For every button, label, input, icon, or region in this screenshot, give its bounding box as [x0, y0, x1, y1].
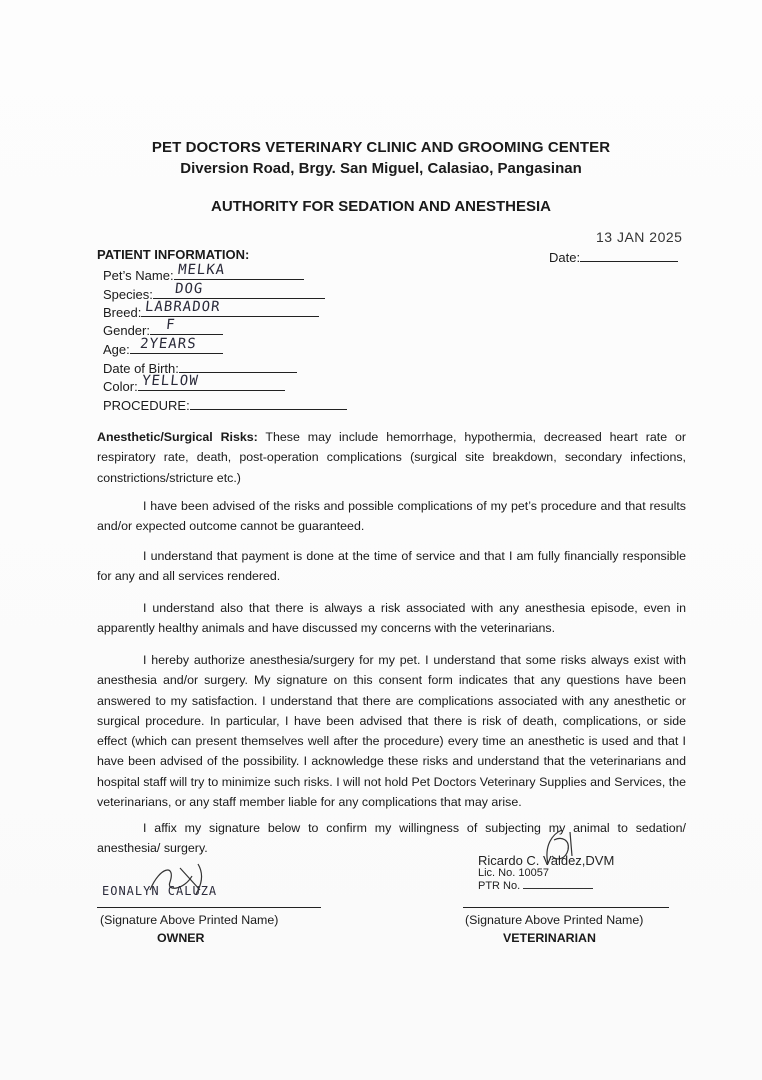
date-stamp: 13 JAN 2025	[596, 229, 683, 245]
date-line	[580, 247, 678, 262]
consent-paragraph-2: I understand that payment is done at the time of service and that I am fully financially responsible for any and all services rendered.	[97, 549, 686, 584]
pet-name-label: Pet’s Name:	[103, 268, 174, 283]
date-field	[549, 247, 678, 265]
color-field	[103, 373, 285, 394]
vet-ptr-label: PTR No.	[478, 880, 521, 892]
owner-printed-name: EONALYN CALUZA	[102, 884, 218, 898]
vet-ptr	[478, 879, 593, 892]
color-value: YELLOW	[140, 373, 200, 389]
age-field	[103, 336, 223, 357]
dob-field	[103, 358, 297, 376]
gender-label: Gender:	[103, 323, 150, 338]
vet-license: Lic. No. 10057	[478, 867, 549, 879]
clinic-name: PET DOCTORS VETERINARY CLINIC AND GROOMING CENTER	[151, 139, 611, 156]
vet-signature-line	[463, 907, 669, 908]
procedure-label: PROCEDURE:	[103, 398, 190, 413]
vet-ptr-line	[523, 879, 593, 889]
risks-paragraph	[97, 427, 686, 488]
risks-text: These may include hemorrhage, hypothermia, decreased heart rate or respiratory rate, death, post-operation complications (surgical site breakdown, secondary infections, constrictions/stricture etc.)	[97, 430, 686, 485]
owner-role: OWNER	[157, 931, 205, 945]
species-value: DOG	[174, 281, 205, 297]
clinic-address: Diversion Road, Brgy. San Miguel, Calasiao, Pangasinan	[180, 160, 582, 177]
consent-paragraph-4: I hereby authorize anesthesia/surgery for my pet. I understand that some risks always exist with anesthesia and/or surgery. My signature on this consent form indicates that any questions have been answered to my satisfaction. I understand that there are complications associated with any anesthetic or surgical procedure. In particular, I have been advised that there is risk of death, complications, or side effect (which can present themselves well after the procedure) every time an anesthetic is used and that I have been advised of the possibility. I acknowledge these risks and understand that the veterinarians and hospital staff will try to minimize such risks. I will not hold Pet Doctors Veterinary Supplies and Services, the veterinarians, or any staff member liable for any complications that may arise.	[97, 653, 686, 810]
color-label: Color:	[103, 379, 138, 394]
breed-label: Breed:	[103, 305, 142, 320]
age-label: Age:	[103, 342, 130, 357]
gender-value: F	[165, 317, 177, 333]
patient-info-title: PATIENT INFORMATION:	[97, 247, 250, 262]
procedure-field	[103, 395, 347, 413]
owner-signature-caption: (Signature Above Printed Name)	[100, 913, 279, 927]
consent-paragraph-3: I understand also that there is always a risk associated with any anesthesia episode, even in apparently healthy animals and have discussed my concerns with the veterinarians.	[97, 601, 686, 636]
dob-label: Date of Birth:	[103, 361, 179, 376]
vet-role: VETERINARIAN	[503, 931, 596, 945]
risks-label: Anesthetic/Surgical Risks:	[97, 430, 258, 444]
species-label: Species:	[103, 287, 153, 302]
document-title: AUTHORITY FOR SEDATION AND ANESTHESIA	[210, 198, 551, 215]
pet-name-value: MELKA	[176, 262, 226, 278]
age-value: 2YEARS	[138, 336, 198, 352]
consent-paragraph-1: I have been advised of the risks and possible complications of my pet’s procedure and that results and/or expected outcome cannot be guaranteed.	[97, 499, 686, 534]
breed-value: LABRADOR	[144, 299, 222, 315]
owner-signature-line	[97, 907, 321, 908]
vet-signature-caption: (Signature Above Printed Name)	[465, 913, 644, 927]
vet-name: Ricardo C. Valdez,DVM	[478, 853, 615, 868]
consent-paragraph-5: I affix my signature below to confirm my willingness of subjecting my animal to sedation/ anesthesia/ surgery.	[97, 821, 686, 856]
date-label: Date:	[549, 250, 581, 265]
breed-field	[103, 299, 319, 320]
